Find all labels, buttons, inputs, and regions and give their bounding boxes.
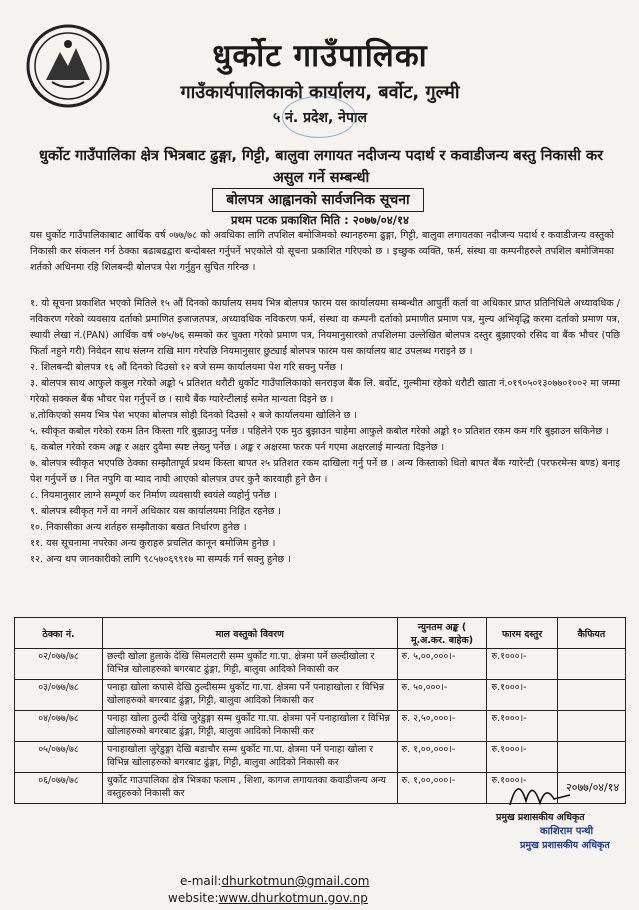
col-header-min-amount: न्युनतम अङ्क ( मू.अ.कर. बाहेक)	[397, 618, 487, 649]
cell-form-fee: रु.१०००।-	[487, 649, 557, 680]
cell-remarks	[557, 711, 625, 742]
table-row	[15, 711, 626, 742]
col-header-remarks: कैफियत	[557, 618, 625, 649]
condition-item: ७. बोलपत्र स्वीकृत भएपछि ठेक्का सम्झौतापूर्व प्रथम किस्ता बापत २५ प्रतिशत रकम दाखिला गर्नु पर्ने छ । अन्य किस्ताको धितो बापत बैंक ग्यारेन्टी (परफरमेन्स बण्ड) बनाइ पेश गर्नुपर्ने छ । नित नपुगि वा म्याद नाघी आएको बोलपत्र उपर कुनै कारवाही हुने छैन ।	[30, 458, 620, 485]
municipality-title: धुर्कोट गाउँपालिका	[212, 38, 428, 74]
cell-form-fee: रु.१०००।-	[487, 680, 557, 711]
table-header-row	[15, 618, 626, 649]
cell-contract-no: ०६/०७७/७८	[15, 773, 103, 804]
table-row	[15, 649, 626, 680]
cell-description: पनाहा खोला ठुल्दी देखि जुरेडुङ्गा सम्म धुर्कोट गा.पा. क्षेत्रमा पर्ने पनाहाखोला र विभिन्न खोलाहरुको बगरबाट ढुंङ्गा, गिट्टी, बालुवा आदिको निकासी कर	[102, 711, 397, 742]
cell-contract-no: ०४/०७७/७८	[15, 711, 103, 742]
intro-paragraph: यस धुर्कोट गाउँपालिकाबाट आर्थिक वर्ष ०७७/७८ को अवधिका लागि तपशिल बमोजिमको स्थानहरुमा ढुङ्गा, गिट्टी, बालुवा लगायतका नदीजन्य पदार्थ र कवाडीजन्य वस्तुको निकासी कर संकलन गर्न ठेक्का बढाबढद्वारा बन्दोबस्त गर्नुपर्ने भएकोले यो सूचना प्रकाशित गरिएको छ । इच्छुक व्यक्ति, फर्म, संस्था वा कम्पनीहरुले तपशिल बमोजिमका शर्तको अधिनमा रहि शिलबन्दी बोलपत्र पेश गर्नुहुन सुचित गरिन्छ ।	[30, 230, 614, 273]
condition-item: ४.तोकिएको समय भित्र पेश भएका बोलपत्र सोही दिनको दिउसो २ बजे कार्यालयमा खोलिने छ ।	[30, 410, 357, 421]
cell-form-fee: रु.१०००।-	[487, 742, 557, 773]
published-date: प्रथम पटक प्रकाशित मिति : २०७७/०४/१४	[231, 213, 409, 227]
email-label: e-mail:	[180, 874, 222, 888]
table-row	[15, 680, 626, 711]
signatory-stamp-role: प्रमुख प्रशासकीय अधिकृत	[520, 840, 610, 851]
cell-description: पनाहाखोला जुरेडुङ्गा देखि बडाचौर सम्म धुर्कोट गा.पा. क्षेत्रमा पर्ने पनाहा खोला र विभिन्न खोलाहरुको बगरबाट ढुंङ्गा, गिट्टी, बालुवा आदिको निकासी कर	[102, 742, 397, 773]
cell-description: पनाहा खोला कपासे देखि ठुल्दीसम्म धुर्कोट गा.पा. क्षेत्रमा पर्ने पनाहाखोला र विभिन्न खोलाहरुको बगरबाट ढुंङ्गा, गिट्टी, बालुवा आदिको निकासी कर	[102, 680, 397, 711]
cell-min-amount: रु. ५,००,०००।-	[397, 649, 487, 680]
cell-remarks	[557, 680, 625, 711]
condition-item: ५. स्वीकृत कबोल गरेको रकम तिन किस्ता गरि बुझाउनु पर्नेछ । पहिलेने एक मुठ बुझाउन चाहेमा आफुले कबोल गरेको अङ्को १० प्रतिशत रकम कम गरि बुझाउन सकिनेछ ।	[30, 426, 609, 437]
condition-item: ९. बोलपत्र स्वीकृत गर्ने वा नगर्ने अधिकार यस कार्यालयमा निहित रहनेछ ।	[30, 506, 282, 517]
col-header-description: माल वस्तुको विवरण	[102, 618, 397, 649]
condition-item: १२. अन्य थप जानकारीको लागि ९८५७०६९९१७ मा सम्पर्क गर्न सक्नु हुनेछ ।	[30, 554, 291, 565]
condition-item: ८. नियमानुसार लाग्ने सम्पूर्ण कर निर्माण व्यवसायी स्वयंले व्यहोर्नु पर्नेछ ।	[30, 490, 277, 501]
cell-min-amount: रु. १,००,०००।-	[397, 773, 487, 804]
cell-form-fee: रु.१०००।-	[487, 773, 557, 804]
cell-description: छल्दी खोला हुलाके देखि सिमलटारी सम्म धुर्कोट गा.पा. क्षेत्रमा पर्ने छल्दीखोला र विभिन्न खोलाहरुको बगरबाट ढुंङ्गा, गिट्टी, बालुवा आदिको निकासी कर	[102, 649, 397, 680]
website-link[interactable]: www.dhurkotmun.gov.np	[218, 891, 368, 905]
notice-title: बोलपत्र आह्वानको सार्वजनिक सूचना	[212, 188, 424, 212]
province-line: ५ नं. प्रदेश, नेपाल	[272, 110, 368, 126]
condition-item: ३. बोलपत्र साथ आफुले कबुल गरेको अङ्को ५ प्रतिशत धरौटी धुर्कोट गाउँपालिकाको सनराइज बैंक लि. बर्वोट, गुल्मीमा रहेको धरौटी खाता नं.०१९०५०१३०७७०१००२ मा जम्मा गरेको सक्कल बैंक भौचर पेश गर्नुपर्ने छ । साथै बैंक ग्यारेन्टीलाई समेत मान्यता दिइने छ ।	[30, 378, 620, 405]
condition-item: १. यो सूचना प्रकाशित भएको मितिले १५ औं दिनको कार्यालय समय भित्र बोलपत्र फारम यस कार्यालयमा सम्बन्धीत आपुर्ती कर्ता वा अधिकार प्राप्त प्रतिनिधिले अध्यावधिक /नविकरण गरेको व्यवसाय दर्ताको प्रमाणित इजाजतपत्र, अध्यावधिक नविकरण फर्म, संस्था वा कम्पनी दर्ताको प्रमाणीत प्रमाण पत्र, मुल्य अभिवृद्धि करमा दर्ताको प्रमाण पत्र, स्थायी लेखा नं.(PAN) आर्थिक वर्ष ०७५/७६ सम्मको कर चुक्ता गरेको प्रमाण पत्र, नियमानुसारको तपशिलमा उल्लेखित बोलपत्र दस्तुर बुझाएको रसिद वा बैंक भौचर (पछि फिर्ता नहुने गरी) निवेदन साथ संलग्न राखि माग गरेपछि नियमानुसार छुट्याईं बोलपत्र फारम यस कार्यालय बाट उपलब्ध गराइने छ ।	[30, 298, 620, 357]
condition-item: २. शिलबन्दी बोलपत्र १६ औं दिनको दिउसो १२ बजे सम्म कार्यालयमा पेश गरि सक्नु पर्नेछ ।	[30, 362, 343, 373]
conditions-list	[30, 296, 620, 568]
office-name: गाउँकार्यपालिकाको कार्यालय, बर्वोट, गुल्मी	[180, 82, 460, 103]
office-stamp-seal	[282, 96, 356, 138]
nepal-emblem-logo	[24, 22, 112, 110]
footer-website	[168, 891, 368, 905]
col-header-form-fee: फारम दस्तुर	[487, 618, 557, 649]
cell-contract-no: ०३/०७७/७८	[15, 680, 103, 711]
cell-contract-no: ०२/०७७/७८	[15, 649, 103, 680]
email-link[interactable]: dhurkotmun@gmail.com	[221, 874, 370, 888]
cell-min-amount: रु. २,५०,०००।-	[397, 711, 487, 742]
notice-subject: धुर्कोट गाउँपालिका क्षेत्र भित्रबाट ढुङ्गा, गिट्टी, बालुवा लगायत नदीजन्य पदार्थ र कवाडीजन्य बस्तु निकासी कर असुल गर्ने सम्बन्धी	[38, 148, 604, 186]
cell-contract-no: ०५/०७७/७८	[15, 742, 103, 773]
condition-item: ११. यस सूचनामा नपरेका अन्य कुराहरु प्रचलित कानून बमोजिम हुनेछ ।	[30, 538, 276, 549]
condition-item: ६. कबोल गरेको रकम अङ्क र अक्षर दुवैमा स्पष्ट लेख्नु पर्नेछ । अङ्क र अक्षरमा फरक पर्न गएमा अक्षरलाई मान्यता दिइनेछ ।	[30, 442, 445, 453]
cell-description: धुर्कोट गाउपालिका क्षेत्र भित्रका फलाम , शिशा, कागज लगायतका कवाडीजन्य अन्य वस्तुहरुको निकासी कर	[102, 773, 397, 804]
signatory-stamp-name: काशिराम पन्थी	[540, 826, 594, 837]
website-label: website:	[168, 891, 219, 905]
cell-remarks	[557, 649, 625, 680]
cell-min-amount: रु. १,००,०००।-	[397, 742, 487, 773]
condition-item: १०. निकासीका अन्य शर्तहरु सम्झौताका बखत निर्धारण हुनेछ ।	[30, 522, 247, 533]
col-header-contract-no: ठेक्का नं.	[15, 618, 103, 649]
cell-min-amount: रु. ५०,०००।-	[397, 680, 487, 711]
signatory-role: प्रमुख प्रशासकीय अधिकृत	[496, 812, 585, 823]
footer-email	[180, 874, 369, 888]
signature-date: २०७७/०४/१४	[566, 781, 620, 794]
cell-form-fee: रु.१०००।-	[487, 711, 557, 742]
